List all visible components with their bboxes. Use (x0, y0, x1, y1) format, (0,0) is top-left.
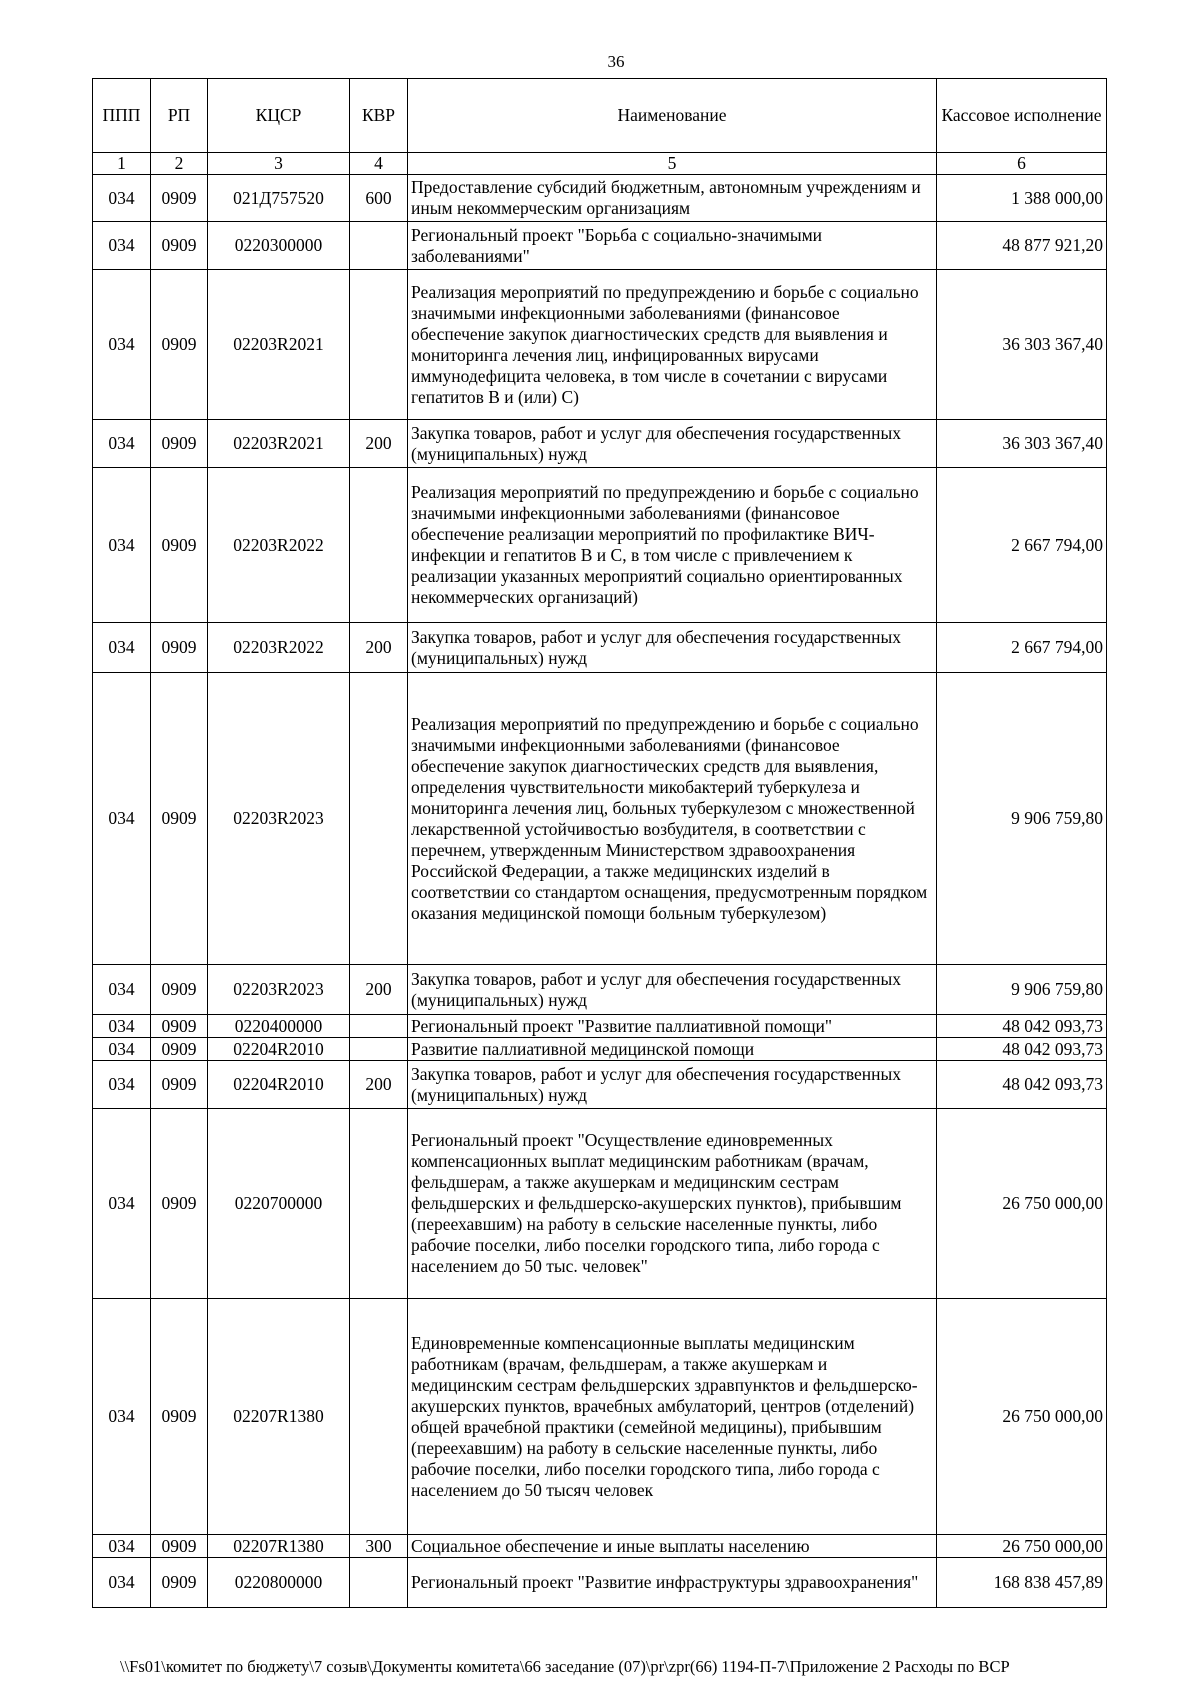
cell-rp: 0909 (151, 175, 208, 222)
cell-kcsr: 02203R2022 (208, 623, 350, 673)
table-body (93, 175, 1107, 1608)
cell-kvr: 600 (350, 175, 408, 222)
header-ppp: ППП (93, 79, 151, 153)
cell-kvr: 200 (350, 1061, 408, 1109)
cell-rp: 0909 (151, 1109, 208, 1299)
table-row (93, 222, 1107, 270)
cell-name: Закупка товаров, работ и услуг для обеспечения государственных (муниципальных) нужд (408, 965, 937, 1015)
table-row (93, 965, 1107, 1015)
cell-name: Закупка товаров, работ и услуг для обеспечения государственных (муниципальных) нужд (408, 420, 937, 468)
cell-amount: 26 750 000,00 (937, 1109, 1107, 1299)
cell-amount: 26 750 000,00 (937, 1535, 1107, 1558)
cell-kcsr: 02203R2023 (208, 965, 350, 1015)
cell-kvr (350, 222, 408, 270)
cell-name: Региональный проект "Борьба с социально-значимыми заболеваниями" (408, 222, 937, 270)
header-amount: Кассовое исполнение (937, 79, 1107, 153)
column-number: 1 (93, 153, 151, 175)
cell-name: Единовременные компенсационные выплаты медицинским работникам (врачам, фельдшерам, а также акушеркам и медицинским сестрам фельдшерских здравпунктов и фельдшерско-акушерских пунктов, врачебных амбулаторий, центров (отделений) общей врачебной практики (семейной медицины), прибывшим (переехавшим) на работу в сельские населенные пункты, либо рабочие поселки, либо поселки городского типа, либо города с населением до 50 тысяч человек (408, 1299, 937, 1535)
cell-rp: 0909 (151, 270, 208, 420)
cell-ppp: 034 (93, 222, 151, 270)
table-row (93, 1299, 1107, 1535)
cell-kcsr: 02203R2021 (208, 420, 350, 468)
cell-ppp: 034 (93, 965, 151, 1015)
cell-rp: 0909 (151, 965, 208, 1015)
table-row (93, 1061, 1107, 1109)
cell-amount: 168 838 457,89 (937, 1558, 1107, 1608)
cell-amount: 36 303 367,40 (937, 270, 1107, 420)
cell-kvr: 200 (350, 965, 408, 1015)
cell-kcsr: 02207R1380 (208, 1535, 350, 1558)
cell-ppp: 034 (93, 623, 151, 673)
header-name: Наименование (408, 79, 937, 153)
footer-file-path: \\Fs01\комитет по бюджету\7 созыв\Документы комитета\66 заседание (07)\pr\zpr(66) 1194-П-7\Приложение 2 Расходы по ВСР (120, 1657, 1010, 1676)
cell-ppp: 034 (93, 1558, 151, 1608)
cell-ppp: 034 (93, 1015, 151, 1038)
table-row (93, 420, 1107, 468)
cell-kcsr: 02204R2010 (208, 1038, 350, 1061)
page-number: 36 (607, 52, 625, 71)
cell-kvr (350, 1558, 408, 1608)
cell-kcsr: 0220300000 (208, 222, 350, 270)
cell-rp: 0909 (151, 1061, 208, 1109)
cell-kcsr: 0220800000 (208, 1558, 350, 1608)
cell-amount: 26 750 000,00 (937, 1299, 1107, 1535)
cell-kvr (350, 1299, 408, 1535)
cell-name: Реализация мероприятий по предупреждению и борьбе с социально значимыми инфекционными заболеваниями (финансовое обеспечение закупок диагностических средств для выявления, определения чувствительности микобактерий туберкулеза и мониторинга лечения лиц, больных туберкулезом с множественной лекарственной устойчивостью возбудителя, в соответствии с перечнем, утвержденным Министерством здравоохранения Российской Федерации, а также медицинских изделий в соответствии со стандартом оснащения, предусмотренным порядком оказания медицинской помощи больным туберкулезом) (408, 673, 937, 965)
cell-kvr (350, 1038, 408, 1061)
cell-amount: 48 042 093,73 (937, 1015, 1107, 1038)
cell-amount: 2 667 794,00 (937, 468, 1107, 623)
cell-kvr: 200 (350, 420, 408, 468)
cell-name: Социальное обеспечение и иные выплаты населению (408, 1535, 937, 1558)
cell-name: Закупка товаров, работ и услуг для обеспечения государственных (муниципальных) нужд (408, 623, 937, 673)
table-row (93, 468, 1107, 623)
cell-kcsr: 02203R2021 (208, 270, 350, 420)
table-row (93, 1015, 1107, 1038)
cell-amount: 9 906 759,80 (937, 673, 1107, 965)
header-rp: РП (151, 79, 208, 153)
cell-rp: 0909 (151, 1038, 208, 1061)
cell-rp: 0909 (151, 222, 208, 270)
cell-name: Предоставление субсидий бюджетным, автономным учреждениям и иным некоммерческим организациям (408, 175, 937, 222)
table-row (93, 673, 1107, 965)
cell-amount: 2 667 794,00 (937, 623, 1107, 673)
cell-name: Закупка товаров, работ и услуг для обеспечения государственных (муниципальных) нужд (408, 1061, 937, 1109)
table-row (93, 1535, 1107, 1558)
column-number: 2 (151, 153, 208, 175)
cell-kcsr: 02207R1380 (208, 1299, 350, 1535)
cell-name: Региональный проект "Развитие инфраструктуры здравоохранения" (408, 1558, 937, 1608)
cell-ppp: 034 (93, 1109, 151, 1299)
cell-kvr (350, 1015, 408, 1038)
cell-kvr (350, 270, 408, 420)
cell-amount: 9 906 759,80 (937, 965, 1107, 1015)
cell-ppp: 034 (93, 1535, 151, 1558)
cell-kvr (350, 468, 408, 623)
cell-rp: 0909 (151, 1535, 208, 1558)
table-row (93, 623, 1107, 673)
cell-ppp: 034 (93, 673, 151, 965)
column-number: 5 (408, 153, 937, 175)
cell-name: Развитие паллиативной медицинской помощи (408, 1038, 937, 1061)
table-row (93, 175, 1107, 222)
cell-rp: 0909 (151, 1558, 208, 1608)
column-number: 6 (937, 153, 1107, 175)
cell-ppp: 034 (93, 1061, 151, 1109)
cell-kcsr: 02204R2010 (208, 1061, 350, 1109)
column-number: 4 (350, 153, 408, 175)
cell-rp: 0909 (151, 1299, 208, 1535)
cell-kvr: 200 (350, 623, 408, 673)
cell-rp: 0909 (151, 420, 208, 468)
cell-amount: 48 042 093,73 (937, 1061, 1107, 1109)
cell-rp: 0909 (151, 673, 208, 965)
cell-kvr (350, 1109, 408, 1299)
table-row (93, 1038, 1107, 1061)
cell-kcsr: 0220700000 (208, 1109, 350, 1299)
header-kcsr: КЦСР (208, 79, 350, 153)
cell-amount: 1 388 000,00 (937, 175, 1107, 222)
cell-kvr (350, 673, 408, 965)
table-row (93, 1558, 1107, 1608)
cell-ppp: 034 (93, 270, 151, 420)
cell-kcsr: 0220400000 (208, 1015, 350, 1038)
cell-rp: 0909 (151, 623, 208, 673)
cell-name: Реализация мероприятий по предупреждению и борьбе с социально значимыми инфекционными заболеваниями (финансовое обеспечение закупок диагностических средств для выявления и мониторинга лечения лиц, инфицированных вирусами иммунодефицита человека, в том числе в сочетании с вирусами гепатитов В и (или) С) (408, 270, 937, 420)
column-number: 3 (208, 153, 350, 175)
cell-name: Региональный проект "Осуществление единовременных компенсационных выплат медицинским работникам (врачам, фельдшерам, а также акушеркам и медицинским сестрам фельдшерских и фельдшерско-акушерских пунктов), прибывшим (переехавшим) на работу в сельские населенные пункты, либо рабочие поселки, либо поселки городского типа, либо города с населением до 50 тыс. человек" (408, 1109, 937, 1299)
cell-kcsr: 02203R2022 (208, 468, 350, 623)
table-row (93, 270, 1107, 420)
cell-ppp: 034 (93, 1038, 151, 1061)
column-number-row (93, 153, 1107, 175)
cell-ppp: 034 (93, 175, 151, 222)
cell-ppp: 034 (93, 420, 151, 468)
cell-rp: 0909 (151, 1015, 208, 1038)
table-row (93, 1109, 1107, 1299)
header-kvr: КВР (350, 79, 408, 153)
cell-amount: 48 877 921,20 (937, 222, 1107, 270)
cell-kcsr: 021Д757520 (208, 175, 350, 222)
cell-kvr: 300 (350, 1535, 408, 1558)
cell-amount: 36 303 367,40 (937, 420, 1107, 468)
cell-kcsr: 02203R2023 (208, 673, 350, 965)
cell-rp: 0909 (151, 468, 208, 623)
budget-table (92, 78, 1107, 1608)
cell-name: Реализация мероприятий по предупреждению и борьбе с социально значимыми инфекционными заболеваниями (финансовое обеспечение реализации мероприятий по профилактике ВИЧ-инфекции и гепатитов В и С, в том числе с привлечением к реализации указанных мероприятий социально ориентированных некоммерческих организаций) (408, 468, 937, 623)
cell-amount: 48 042 093,73 (937, 1038, 1107, 1061)
header-row (93, 79, 1107, 153)
cell-ppp: 034 (93, 1299, 151, 1535)
cell-ppp: 034 (93, 468, 151, 623)
cell-name: Региональный проект "Развитие паллиативной помощи" (408, 1015, 937, 1038)
